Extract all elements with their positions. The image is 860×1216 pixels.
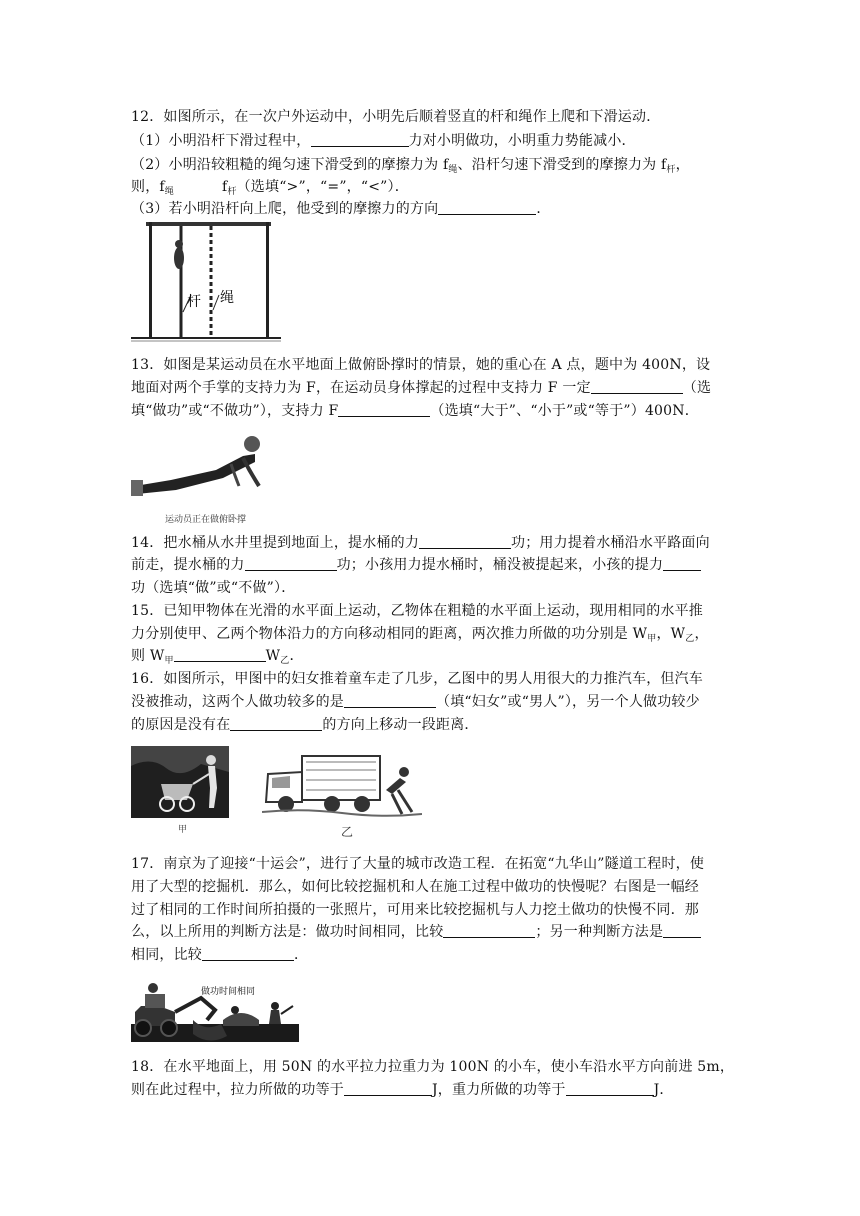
pushup-figure [131, 430, 276, 508]
q16-line3: 的原因是没有在 的方向上移动一段距离． [131, 717, 479, 733]
answer-blank[interactable] [230, 716, 322, 731]
q12-stem: 12．如图所示，在一次户外运动中，小明先后顺着竖直的杆和绳作上爬和下滑运动． [131, 109, 661, 125]
answer-blank[interactable] [344, 1081, 432, 1096]
q13-line3: 填“做功”或“不做功”），支持力 F （选填“大于”、“小于”或“等于”）400N． [131, 403, 699, 419]
q14-line3: 功（选填“做”或“不做”）． [131, 580, 296, 596]
q18-line1: 18．在水平地面上，用 50N 的水平拉力拉重力为 100N 的小车，使小车沿水平方向前进 5m， [131, 1059, 735, 1075]
q13-line1: 13．如图是某运动员在水平地面上做俯卧撑时的情景，她的重心在 A 点，题中为 400N，设 [131, 357, 711, 373]
rope-label: 绳 [220, 290, 234, 306]
answer-blank[interactable] [344, 693, 436, 708]
q13-line2: 地面对两个手掌的支持力为 F，在运动员身体撑起的过程中支持力 F 一定 （选 [131, 380, 712, 396]
woman-stroller-figure [131, 746, 229, 818]
figure-caption-a: 甲 [178, 825, 188, 835]
answer-blank[interactable] [311, 132, 409, 147]
answer-blank[interactable] [202, 946, 294, 961]
q17-line1: 17．南京为了迎接“十运会”，进行了大量的城市改造工程．在拓宽“九华山”隧道工程时，使 [131, 856, 705, 872]
answer-blank[interactable] [591, 379, 683, 394]
q17-line3: 过了相同的工作时间所拍摄的一张照片，可用来比较挖掘机与人力挖土做功的快慢不同．那 [131, 902, 699, 918]
q15-line1: 15．已知甲物体在光滑的水平面上运动，乙物体在粗糙的水平面上运动，现用相同的水平推 [131, 603, 704, 619]
q17-line5: 相同，比较 ． [131, 947, 309, 963]
answer-blank[interactable] [419, 534, 511, 549]
excavator-figure [131, 976, 299, 1042]
pole-label: 杆 [187, 294, 201, 310]
q12-part1: （1）小明沿杆下滑过程中， 力对小明做功，小明重力势能减小． [131, 133, 636, 149]
answer-blank[interactable] [245, 556, 337, 571]
excavator-figure-text: 做功时间相同 [201, 987, 256, 997]
answer-blank[interactable] [438, 200, 536, 215]
q12-part2: （2）小明沿较粗糙的绳匀速下滑受到的摩擦力为 $f_绳$、沿杆匀速下滑受到的摩擦力为 $f_杆$， [131, 157, 690, 175]
q15-line3: 则 $W_甲$ $W_乙$． [131, 648, 304, 666]
q17-line2: 用了大型的挖掘机．那么，如何比较挖掘机和人在施工过程中做功的快慢呢？右图是一幅经 [131, 879, 699, 895]
q12-part2-line2: 则，$f_绳$ $f_杆$（选填“>”，“=”，“<”）． [131, 179, 409, 197]
q18-line2: 则在此过程中，拉力所做的功等于 J，重力所做的功等于 J． [131, 1082, 674, 1098]
q17-line4: 么，以上所用的判断方法是：做功时间相同，比较 ；另一种判断方法是 [131, 922, 701, 944]
pole-rope-figure [131, 220, 283, 342]
man-pushing-car-figure [262, 750, 422, 820]
pushup-caption: 运动员正在做俯卧撑 [165, 515, 247, 525]
q14-line1: 14．把水桶从水井里提到地面上，提水桶的力 功；用力提着水桶沿水平路面向 [131, 535, 710, 551]
answer-blank[interactable] [338, 402, 430, 417]
q16-line1: 16．如图所示，甲图中的妇女推着童车走了几步，乙图中的男人用很大的力推汽车，但汽车 [131, 671, 704, 687]
answer-blank[interactable] [663, 923, 701, 938]
answer-blank[interactable] [174, 647, 266, 662]
q12-part3: （3）若小明沿杆向上爬，他受到的摩擦力的方向 ． [131, 201, 551, 217]
q15-line2: 力分别使甲、乙两个物体沿力的方向移动相同的距离，两次推力所做的功分别是 $W_甲$，$W_乙$， [131, 626, 709, 644]
figure-caption-b: 乙 [341, 825, 354, 839]
answer-blank[interactable] [566, 1081, 654, 1096]
q16-line2: 没被推动，这两个人做功较多的是 （填“妇女”或“男人”），另一个人做功较少 [131, 694, 700, 710]
answer-blank[interactable] [443, 923, 535, 938]
q14-line2: 前走，提水桶的力 功；小孩用力提水桶时，桶没被提起来，小孩的提力 [131, 555, 701, 577]
answer-blank[interactable] [663, 556, 701, 571]
